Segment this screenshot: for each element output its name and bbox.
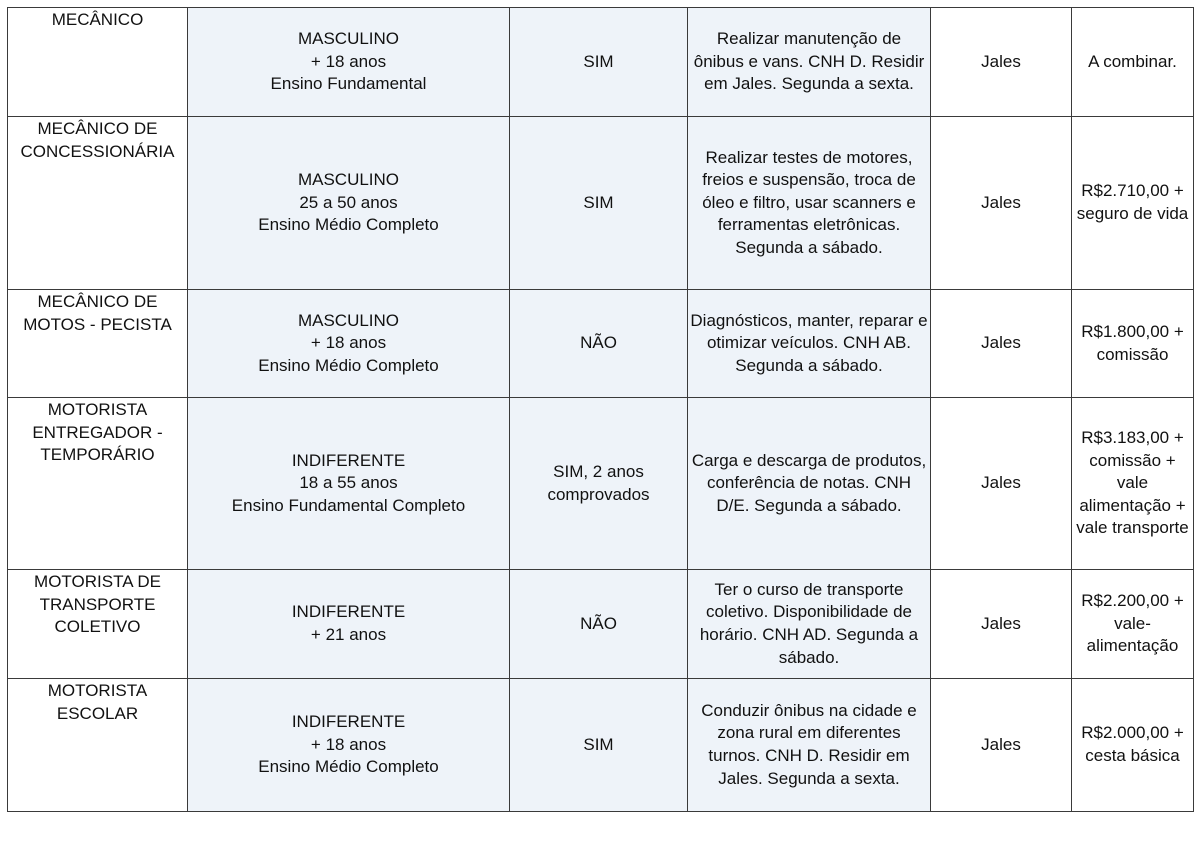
city-cell: Jales <box>931 290 1072 398</box>
salary-cell: A combinar. <box>1072 8 1194 117</box>
salary-cell: R$1.800,00 + comissão <box>1072 290 1194 398</box>
salary-cell: R$3.183,00 + comissão + vale alimentação + vale transporte <box>1072 398 1194 570</box>
city-cell: Jales <box>931 8 1072 117</box>
experience-cell: NÃO <box>510 290 688 398</box>
salary-cell: R$2.710,00 + seguro de vida <box>1072 117 1194 290</box>
city-cell: Jales <box>931 570 1072 679</box>
salary-cell: R$2.000,00 + cesta básica <box>1072 679 1194 812</box>
city-cell: Jales <box>931 679 1072 812</box>
experience-cell: SIM <box>510 8 688 117</box>
requirements-cell: INDIFERENTE 18 a 55 anos Ensino Fundamental Completo <box>188 398 510 570</box>
job-title-cell: MOTORISTA DE TRANSPORTE COLETIVO <box>8 570 188 679</box>
table-row <box>8 290 1194 398</box>
requirements-cell: INDIFERENTE + 18 anos Ensino Médio Completo <box>188 679 510 812</box>
requirements-cell: MASCULINO + 18 anos Ensino Fundamental <box>188 8 510 117</box>
job-title-cell: MECÂNICO <box>8 8 188 117</box>
description-cell: Carga e descarga de produtos, conferência de notas. CNH D/E. Segunda a sábado. <box>688 398 931 570</box>
description-cell: Diagnósticos, manter, reparar e otimizar veículos. CNH AB. Segunda a sábado. <box>688 290 931 398</box>
description-cell: Ter o curso de transporte coletivo. Disponibilidade de horário. CNH AD. Segunda a sábado. <box>688 570 931 679</box>
job-title-cell: MOTORISTA ENTREGADOR - TEMPORÁRIO <box>8 398 188 570</box>
table-row <box>8 398 1194 570</box>
experience-cell: SIM, 2 anos comprovados <box>510 398 688 570</box>
job-title-cell: MECÂNICO DE MOTOS - PECISTA <box>8 290 188 398</box>
description-cell: Conduzir ônibus na cidade e zona rural em diferentes turnos. CNH D. Residir em Jales. Segunda a sexta. <box>688 679 931 812</box>
job-title-cell: MOTORISTA ESCOLAR <box>8 679 188 812</box>
job-listings-table <box>7 7 1194 812</box>
requirements-cell: INDIFERENTE + 21 anos <box>188 570 510 679</box>
city-cell: Jales <box>931 398 1072 570</box>
table-row <box>8 117 1194 290</box>
requirements-cell: MASCULINO + 18 anos Ensino Médio Completo <box>188 290 510 398</box>
job-title-cell: MECÂNICO DE CONCESSIONÁRIA <box>8 117 188 290</box>
experience-cell: SIM <box>510 679 688 812</box>
experience-cell: NÃO <box>510 570 688 679</box>
description-cell: Realizar testes de motores, freios e suspensão, troca de óleo e filtro, usar scanners e ferramentas eletrônicas. Segunda a sábado. <box>688 117 931 290</box>
city-cell: Jales <box>931 117 1072 290</box>
requirements-cell: MASCULINO 25 a 50 anos Ensino Médio Completo <box>188 117 510 290</box>
salary-cell: R$2.200,00 + vale-alimentação <box>1072 570 1194 679</box>
description-cell: Realizar manutenção de ônibus e vans. CNH D. Residir em Jales. Segunda a sexta. <box>688 8 931 117</box>
experience-cell: SIM <box>510 117 688 290</box>
table-row <box>8 8 1194 117</box>
table-row <box>8 570 1194 679</box>
table-row <box>8 679 1194 812</box>
